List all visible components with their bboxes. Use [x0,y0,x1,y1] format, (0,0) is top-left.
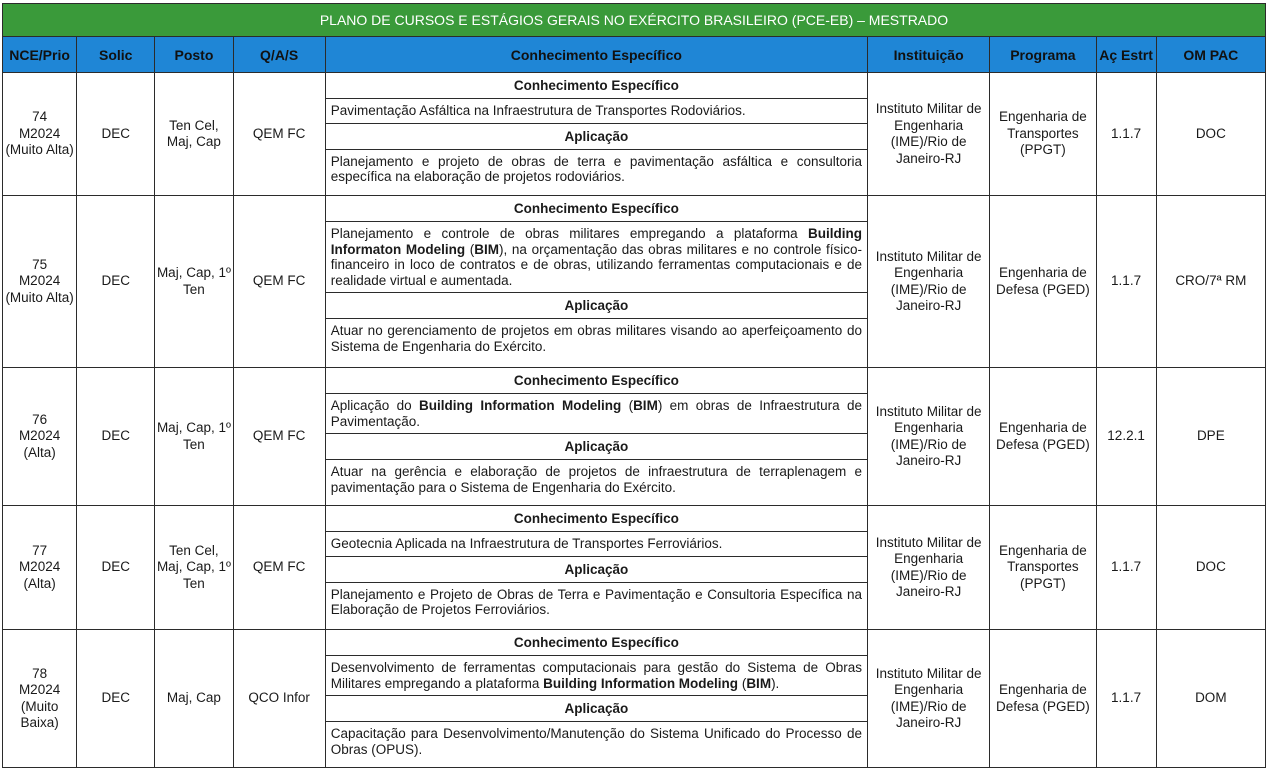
conhecimento-cell [325,630,867,768]
table-row [3,368,1266,506]
header-conhecimento: Conhecimento Específico [325,37,867,73]
header-solic: Solic [77,37,155,73]
solic-cell: DEC [77,73,155,196]
programa-cell: Engenharia de Defesa (PGED) [990,368,1096,506]
conhecimento-cell [325,73,867,196]
posto-cell: Maj, Cap, 1º Ten [155,196,233,368]
conhecimento-text: Aplicação do Building Information Modeling (BIM) em obras de Infraestrutura de Pavimentação. [326,394,867,434]
header-programa: Programa [990,37,1096,73]
nce-code: M2024 [18,273,61,289]
header-nce-prio: NCE/Prio [3,37,77,73]
nce-code: M2024 [18,428,61,444]
acao-cell: 1.1.7 [1096,630,1156,768]
priority: (Alta) [23,575,56,591]
posto-cell: Ten Cel, Maj, Cap [155,73,233,196]
qas-cell: QEM FC [233,368,325,506]
aplicacao-heading: Aplicação [326,696,867,722]
table-row [3,196,1266,368]
programa-cell: Engenharia de Defesa (PGED) [990,630,1096,768]
qas-cell: QEM FC [233,73,325,196]
instituicao-cell: Instituto Militar de Engenharia (IME)/Rio de Janeiro-RJ [867,368,989,506]
conhecimento-heading: Conhecimento Específico [326,196,867,222]
header-acao-estrategica: Aç Estrt [1096,37,1156,73]
nce-prio-cell [3,368,77,506]
solic-cell: DEC [77,506,155,630]
conhecimento-text: Pavimentação Asfáltica na Infraestrutura de Transportes Rodoviários. [326,99,867,124]
conhecimento-heading: Conhecimento Específico [326,368,867,394]
programa-cell: Engenharia de Transportes (PPGT) [990,506,1096,630]
aplicacao-text: Planejamento e projeto de obras de terra e pavimentação asfáltica e consultoria específica na elaboração de projetos rodoviários. [330,153,862,184]
table-title: PLANO DE CURSOS E ESTÁGIOS GERAIS NO EXÉRCITO BRASILEIRO (PCE-EB) – MESTRADO [3,4,1266,37]
aplicacao-heading: Aplicação [326,434,867,460]
priority: (Muito Alta) [5,289,74,305]
nce-code: M2024 [18,682,61,697]
solic-cell: DEC [77,630,155,768]
qas-cell: QCO Infor [233,630,325,768]
aplicacao-heading: Aplicação [326,557,867,583]
instituicao-cell: Instituto Militar de Engenharia (IME)/Rio de Janeiro-RJ [867,630,989,768]
conhecimento-text: Planejamento e controle de obras militares empregando a plataforma Building Informaton Modeling (BIM), na orçamentação das obras militares e no controle físico-financeiro in loco de contratos e de obras, utilizando ferramentas computacionais e de realidade virtual e aumentada. [326,222,867,293]
conhecimento-text: Desenvolvimento de ferramentas computacionais para gestão do Sistema de Obras Militares empregando a plataforma Building Information Modeling (BIM). [326,656,867,696]
qas-cell: QEM FC [233,506,325,630]
programa-cell: Engenharia de Defesa (PGED) [990,196,1096,368]
header-om-pac: OM PAC [1156,37,1265,73]
conhecimento-cell [325,368,867,506]
acao-cell: 12.2.1 [1096,368,1156,506]
posto-cell: Maj, Cap, 1º Ten [155,368,233,506]
header-instituicao: Instituição [867,37,989,73]
om-pac-cell: DOC [1156,73,1265,196]
nce-prio-cell [3,506,77,630]
instituicao-cell: Instituto Militar de Engenharia (IME)/Rio de Janeiro-RJ [867,196,989,368]
programa-cell: Engenharia de Transportes (PPGT) [990,73,1096,196]
om-pac-cell: DOC [1156,506,1265,630]
conhecimento-heading: Conhecimento Específico [326,506,867,532]
aplicacao-text: Atuar no gerenciamento de projetos em obras militares visando ao aperfeiçoamento do Sistema de Engenharia do Exército. [330,323,862,354]
posto-cell: Ten Cel, Maj, Cap, 1º Ten [155,506,233,630]
nce-number: 74 [32,109,48,125]
om-pac-cell: CRO/7ª RM [1156,196,1265,368]
nce-code: M2024 [18,559,61,575]
priority: (Alta) [23,444,56,460]
om-pac-cell: DOM [1156,630,1265,768]
om-pac-cell: DPE [1156,368,1265,506]
nce-code: M2024 [18,125,61,141]
conhecimento-cell [325,196,867,368]
aplicacao-heading: Aplicação [326,124,867,150]
priority: (Muito Alta) [5,142,74,158]
course-plan-sheet [2,3,1266,768]
nce-number: 78 [32,665,48,681]
header-qas: Q/A/S [233,37,325,73]
conhecimento-text: Geotecnia Aplicada na Infraestrutura de Transportes Ferroviários. [326,532,867,557]
header-posto: Posto [155,37,233,73]
aplicacao-text: Planejamento e Projeto de Obras de Terra e Pavimentação e Consultoria Específica na Elaboração de Projetos Ferroviários. [330,586,862,617]
nce-prio-cell [3,73,77,196]
instituicao-cell: Instituto Militar de Engenharia (IME)/Rio de Janeiro-RJ [867,73,989,196]
aplicacao-heading: Aplicação [326,293,867,319]
nce-prio-cell [3,630,77,768]
aplicacao-text: Capacitação para Desenvolvimento/Manutenção do Sistema Unificado do Processo de Obras (OPUS). [330,726,862,757]
acao-cell: 1.1.7 [1096,73,1156,196]
solic-cell: DEC [77,368,155,506]
nce-prio-cell [3,196,77,368]
conhecimento-heading: Conhecimento Específico [326,630,867,656]
aplicacao-text: Atuar na gerência e elaboração de projetos de infraestrutura de terraplenagem e pavimentação para o Sistema de Engenharia do Exército. [330,464,862,495]
posto-cell: Maj, Cap [155,630,233,768]
header-row [3,37,1266,73]
table-row [3,630,1266,768]
table-row [3,73,1266,196]
course-plan-table [2,3,1266,768]
nce-number: 76 [32,411,48,427]
acao-cell: 1.1.7 [1096,196,1156,368]
table-row [3,506,1266,630]
conhecimento-heading: Conhecimento Específico [326,73,867,99]
nce-number: 77 [32,542,48,558]
solic-cell: DEC [77,196,155,368]
nce-number: 75 [32,256,48,272]
acao-cell: 1.1.7 [1096,506,1156,630]
instituicao-cell: Instituto Militar de Engenharia (IME)/Rio de Janeiro-RJ [867,506,989,630]
priority: (Muito Baixa) [20,698,59,730]
conhecimento-cell [325,506,867,630]
qas-cell: QEM FC [233,196,325,368]
